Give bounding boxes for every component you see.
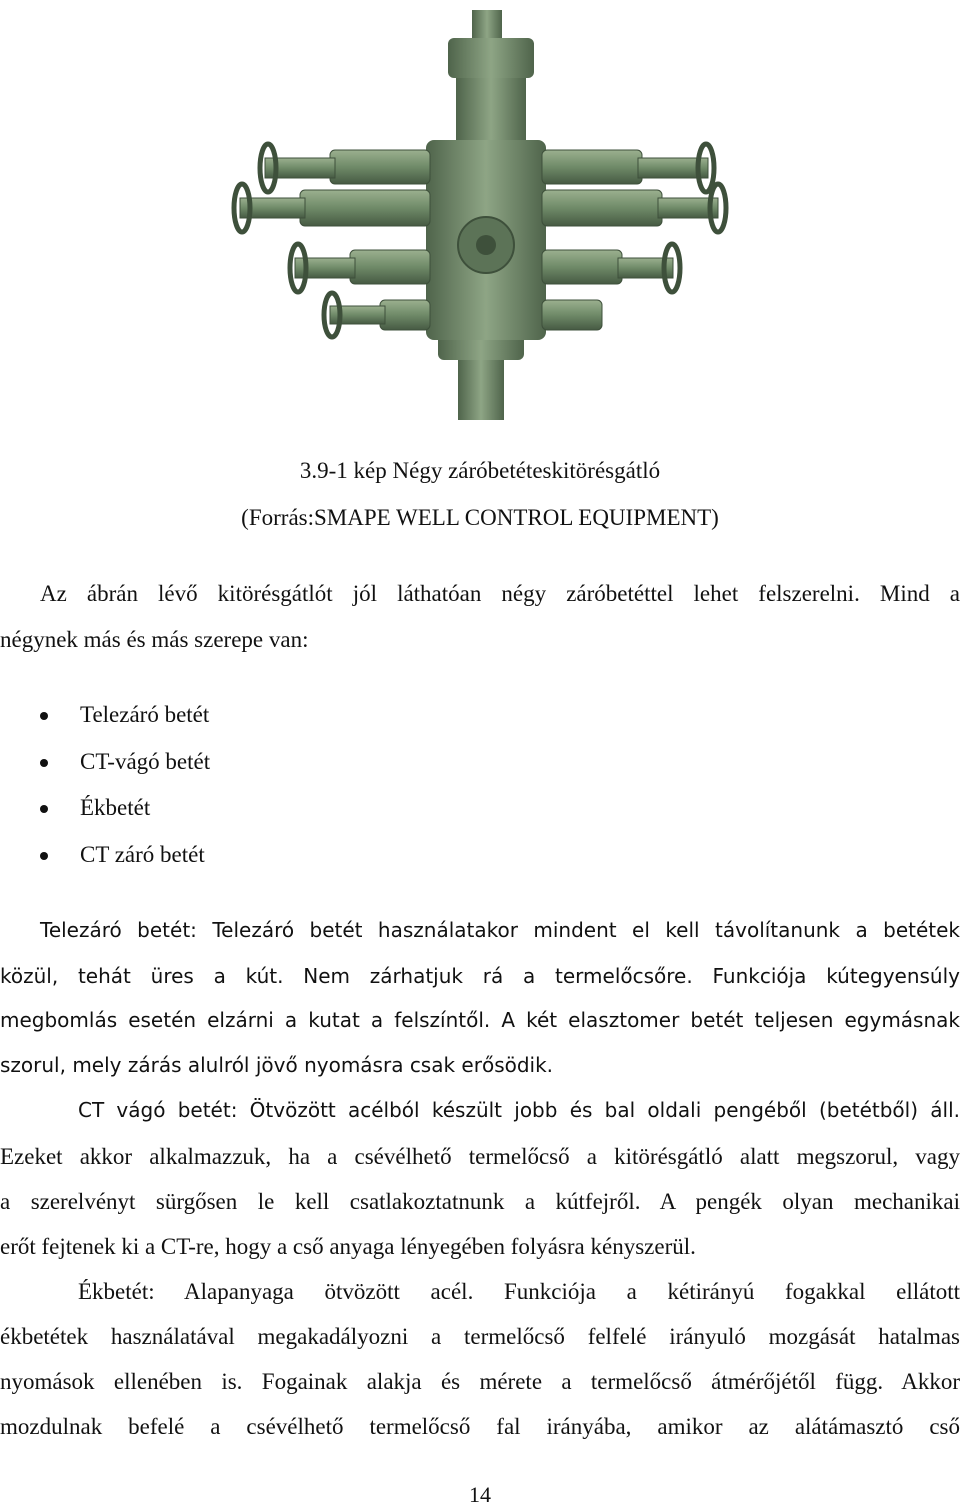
- page-number: 14: [469, 1482, 491, 1507]
- paragraph-line: szorul, mely zárás alulról jövő nyomásra csak erősödik.: [0, 1053, 554, 1077]
- bop-image: [180, 0, 740, 420]
- list-item: CT záró betét: [40, 832, 210, 879]
- figure-caption-title: 3.9-1 kép Négy záróbetéteskitörésgátló: [299, 458, 661, 483]
- paragraph-line: Telezáró betét: Telezáró betét használatakor mindent el kell távolítanunk a betétek: [40, 918, 960, 942]
- paragraph-line: a szerelvényt sürgősen le kell csatlakoztatnunk a kútfejről. A pengék olyan mechanikai: [0, 1189, 960, 1214]
- paragraph-line: megbomlás esetén elzárni a kutat a felszíntől. A két elasztomer betét teljesen egymásnak: [0, 1008, 960, 1032]
- paragraph-line: ékbetétek használatával megakadályozni a termelőcső felfelé irányuló mozgását hatalmas: [0, 1324, 960, 1349]
- paragraph-line: CT vágó betét: Ötvözött acélból készült jobb és bal oldali pengéből (betétből) áll.: [78, 1098, 960, 1122]
- bullet-icon: [40, 712, 48, 720]
- list-item: Telezáró betét: [40, 692, 210, 739]
- paragraph-line: erőt fejtenek ki a CT-re, hogy a cső anyaga lényegében folyásra kényszerül.: [0, 1234, 696, 1259]
- intro-line: négynek más és más szerepe van:: [0, 627, 309, 652]
- intro-paragraph-cont: [0, 617, 960, 663]
- figure-caption-source: (Forrás:SMAPE WELL CONTROL EQUIPMENT): [241, 505, 719, 530]
- bullet-icon: [40, 852, 48, 860]
- list-item: CT-vágó betét: [40, 739, 210, 786]
- paragraph-line: Ezeket akkor alkalmazzuk, ha a csévélhető termelőcső a kitörésgátló alatt megszorul, vagy: [0, 1144, 960, 1169]
- intro-line: Az ábrán lévő kitörésgátlót jól láthatóan négy záróbetéttel lehet felszerelni. Mind a: [40, 581, 960, 606]
- bullet-icon: [40, 805, 48, 813]
- list-item: Ékbetét: [40, 785, 210, 832]
- intro-paragraph: [40, 571, 960, 617]
- ram-list: [40, 692, 210, 878]
- bullet-icon: [40, 759, 48, 767]
- paragraph-line: Ékbetét: Alapanyaga ötvözött acél. Funkciója a kétirányú fogakkal ellátott: [78, 1279, 960, 1304]
- paragraph-line: nyomások ellenében is. Fogainak alakja és mérete a termelőcső átmérőjétől függ. Akkor: [0, 1369, 960, 1394]
- paragraph-line: közül, tehát üres a kút. Nem zárhatjuk rá a termelőcsőre. Funkciója kútegyensúly: [0, 964, 960, 988]
- paragraph-line: mozdulnak befelé a csévélhető termelőcső fal irányába, amikor az alátámasztó cső: [0, 1414, 960, 1439]
